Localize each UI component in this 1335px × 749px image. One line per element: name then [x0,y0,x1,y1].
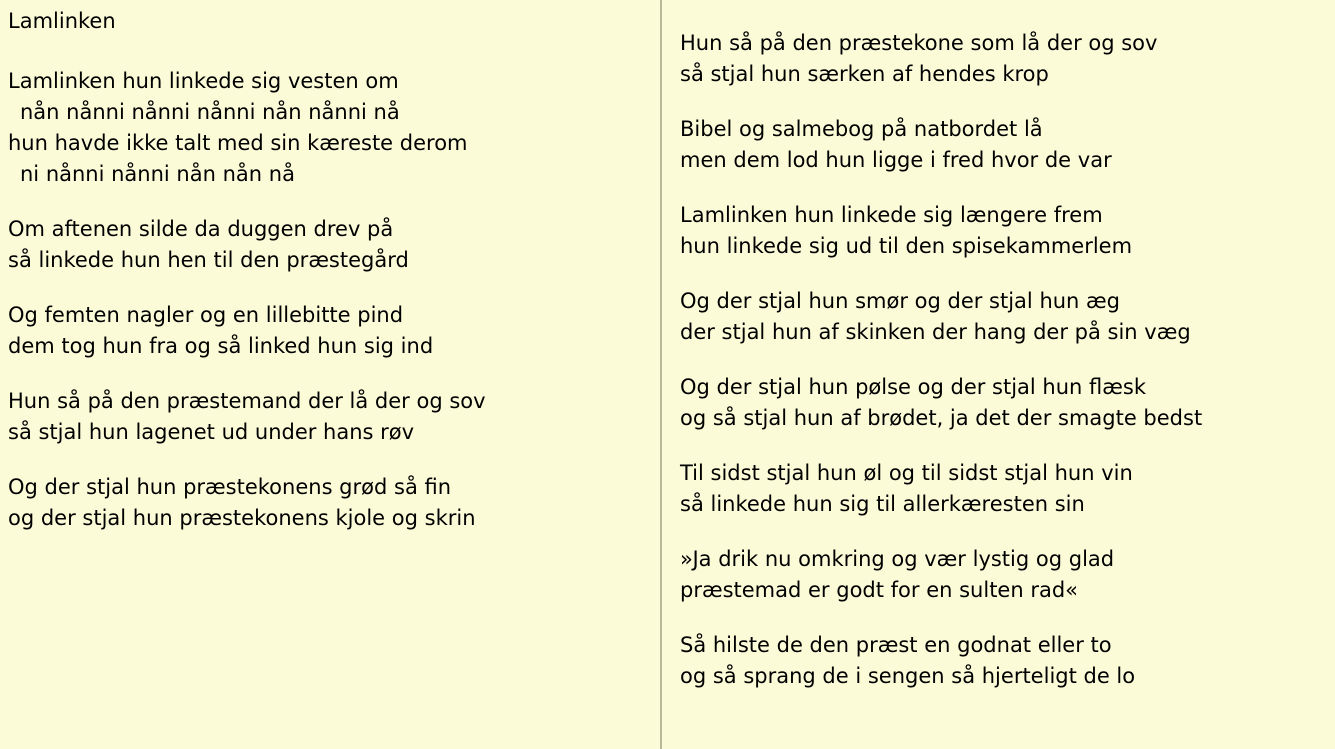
lyric-line: præstemad er godt for en sulten rad« [680,578,1079,602]
lyric-line: nån nånni nånni nånni nån nånni nå [20,100,400,124]
lyric-line: Og femten nagler og en lillebitte pind [8,303,404,327]
page-title: Lamlinken [8,9,116,33]
stanza [678,458,1333,520]
stanza [678,630,1333,692]
stanza [6,472,660,534]
stanza [678,372,1333,434]
lyric-line: Om aftenen silde da duggen drev på [8,217,394,241]
stanza [678,28,1333,90]
stanza [6,66,660,190]
lyric-line: hun havde ikke talt med sin kæreste derom [8,131,468,155]
lyric-line: hun linkede sig ud til den spisekammerlem [680,234,1133,258]
stanza [678,286,1333,348]
lyric-line: »Ja drik nu omkring og vær lystig og glad [680,547,1115,571]
stanza [6,300,660,362]
lyric-line: dem tog hun fra og så linked hun sig ind [8,334,434,358]
right-stanza-list [678,28,1333,692]
column-divider [660,0,662,749]
stanza [678,200,1333,262]
stanza [678,544,1333,606]
lyric-line: og der stjal hun præstekonens kjole og skrin [8,506,476,530]
right-column [670,0,1333,749]
lyric-line: Lamlinken hun linkede sig vesten om [8,69,399,93]
left-stanza-list [6,66,660,534]
lyric-line: og så stjal hun af brødet, ja det der smagte bedst [680,406,1203,430]
lyric-line: så linkede hun hen til den præstegård [8,248,409,272]
lyric-line: Og der stjal hun præstekonens grød så fin [8,475,452,499]
lyric-line: Og der stjal hun smør og der stjal hun æg [680,289,1120,313]
stanza [678,114,1333,176]
stanza [6,214,660,276]
lyric-line: Og der stjal hun pølse og der stjal hun flæsk [680,375,1146,399]
lyric-line: ni nånni nånni nån nån nå [20,162,295,186]
lyric-line: så stjal hun lagenet ud under hans røv [8,420,415,444]
lyric-line: Så hilste de den præst en godnat eller to [680,633,1112,657]
lyric-line: der stjal hun af skinken der hang der på sin væg [680,320,1191,344]
lyric-line: Til sidst stjal hun øl og til sidst stjal hun vin [680,461,1133,485]
lyric-line: og så sprang de i sengen så hjerteligt de lo [680,664,1136,688]
lyric-line: så linkede hun sig til allerkæresten sin [680,492,1085,516]
lyric-line: Hun så på den præstemand der lå der og sov [8,389,486,413]
lyric-line: men dem lod hun ligge i fred hvor de var [680,148,1112,172]
stanza [6,386,660,448]
lyric-line: Lamlinken hun linkede sig længere frem [680,203,1103,227]
lyric-line: så stjal hun særken af hendes krop [680,62,1049,86]
lyric-line: Bibel og salmebog på natbordet lå [680,117,1043,141]
lyric-line: Hun så på den præstekone som lå der og sov [680,31,1158,55]
left-column [0,0,660,749]
